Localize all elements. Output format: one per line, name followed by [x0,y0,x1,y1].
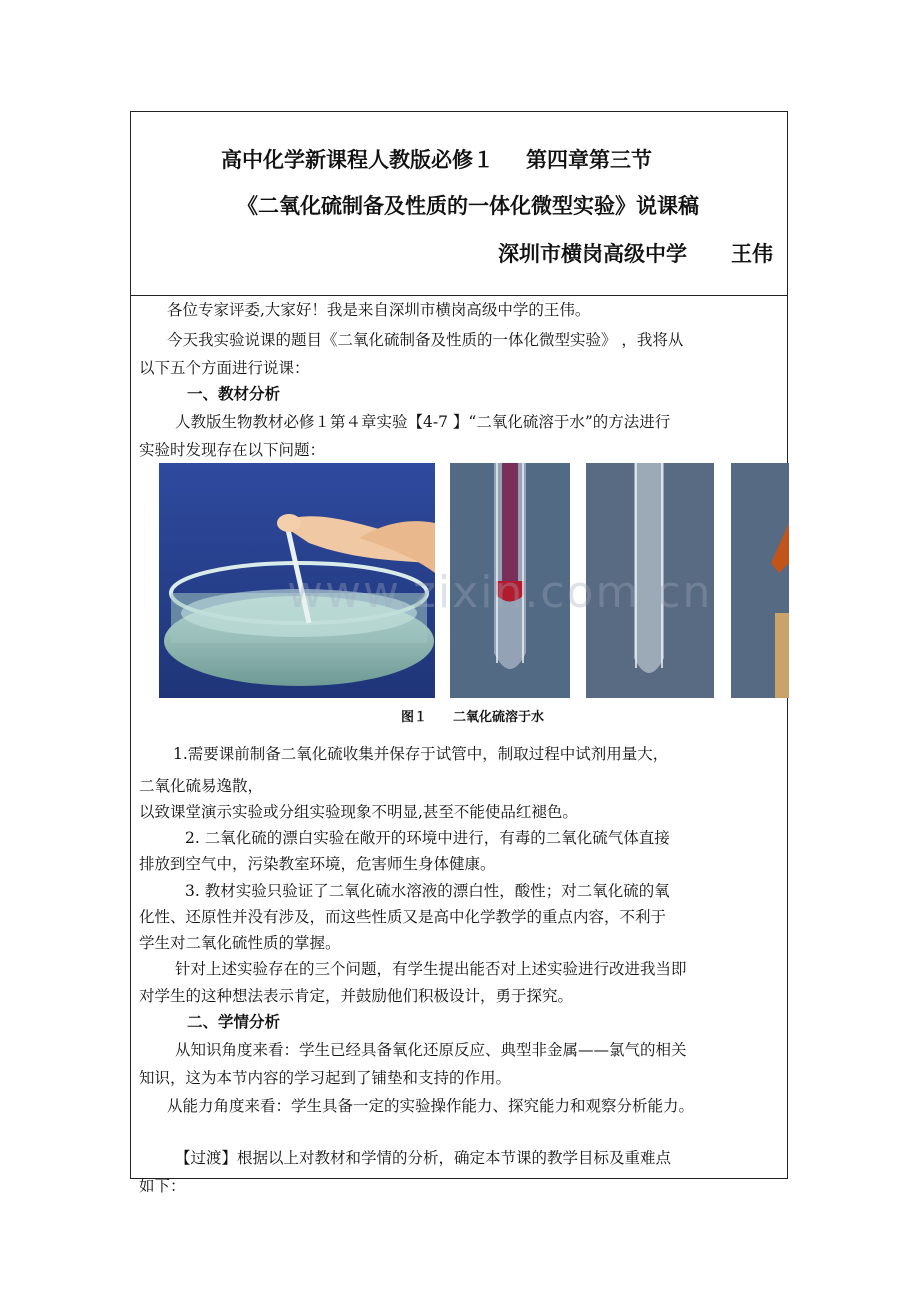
textbook-paragraph-cont: 实验时发现存在以下问题： [139,441,326,459]
problem-3-cont: 化性、还原性并没有涉及，而这些性质又是高中化学教学的重点内容，不利于 [139,908,667,926]
figure-caption-text: 二氧化硫溶于水 [453,710,545,725]
figure-caption [401,706,544,725]
watermark: www.zixin.com.cn [287,567,713,618]
title-block [131,112,787,296]
section-heading-students: 二、学情分析 [187,1013,281,1031]
topic-line: 今天我实验说课的题目《二氧化硫制备及性质的一体化微型实验》 ，我将从 [167,331,684,349]
problem-2: 2. 二氧化硫的漂白实验在敞开的环境中进行，有毒的二氧化硫气体直接 [185,829,670,847]
ability-paragraph: 从能力角度来看：学生具备一定的实验操作能力、探究能力和观察分析能力。 [167,1097,695,1115]
author-name: 王伟 [731,242,773,266]
author-line [498,238,773,268]
chapter-title: 第四章第三节 [526,148,652,172]
textbook-paragraph: 人教版生物教材必修１第４章实验【4-7 】“二氧化硫溶于水”的方法进行 [175,413,671,431]
intro-paragraph: 各位专家评委,大家好！我是来自深圳市横岗高级中学的王伟。 [167,301,591,319]
lecture-subtitle: 《二氧化硫制备及性质的一体化微型实验》说课稿 [237,194,699,218]
photo-bottle [731,463,789,698]
course-title: 高中化学新课程人教版必修１ [221,148,494,172]
topic-line-cont: 以下五个方面进行说课： [139,359,310,377]
school-name: 深圳市横岗高级中学 [498,242,687,266]
transition-paragraph: 【过渡】根据以上对教材和学情的分析，确定本节课的教学目标及重难点 [175,1149,672,1167]
page-title [221,144,652,174]
problem-1: 1.需要课前制备二氧化硫收集并保存于试管中，制取过程中试剂用量大， [173,745,669,763]
document-frame [130,111,788,1195]
experiment-figure [159,463,789,698]
problem-2-cont: 排放到空气中，污染教室环境，危害师生身体健康。 [139,855,496,873]
problem-1-cont: 二氧化硫易逸散， [139,777,264,795]
improvement-paragraph: 针对上述实验存在的三个问题，有学生提出能否对上述实验进行改进我当即 [175,960,687,978]
figure-label: 图１ [401,710,428,725]
knowledge-paragraph-cont: 知识，这为本节内容的学习起到了铺垫和支持的作用。 [139,1069,512,1087]
problem-3-cont-2: 学生对二氧化硫性质的掌握。 [139,934,341,952]
knowledge-paragraph: 从知识角度来看：学生已经具备氧化还原反应、典型非金属——氯气的相关 [175,1041,687,1059]
section-heading-textbook: 一、教材分析 [187,385,281,403]
problem-3: 3. 教材实验只验证了二氧化硫水溶液的漂白性，酸性；对二氧化硫的氧 [185,882,670,900]
problem-1-cont-2: 以致课堂演示实验或分组实验现象不明显,甚至不能使品红褪色。 [139,803,578,821]
transition-paragraph-cont: 如下： [139,1177,186,1195]
improvement-paragraph-cont: 对学生的这种想法表示肯定，并鼓励他们积极设计，勇于探究。 [139,987,574,1005]
